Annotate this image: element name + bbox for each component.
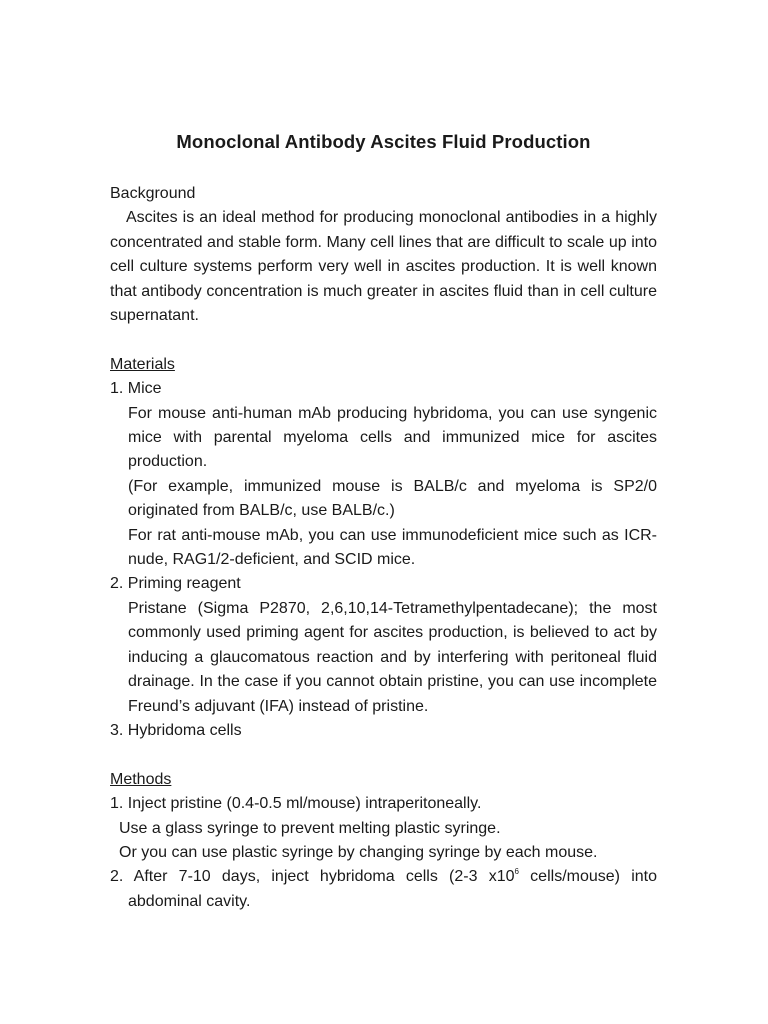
document-page (110, 128, 657, 914)
methods-step-1-note-2: Or you can use plastic syringe by changing syringe by each mouse. (119, 843, 598, 861)
methods-step-2-exponent: 6 (514, 867, 519, 877)
materials-item-mice-label: 1. Mice (110, 380, 162, 398)
methods-step-2 (110, 865, 657, 914)
materials-item-priming-text: Pristane (Sigma P2870, 2,6,10,14-Tetramethylpentadecane); the most commonly used priming agent for ascites production, is believed to act by inducing a glaucomatous reaction and by interfering with peritoneal fluid drainage. In the case if you cannot obtain pristine, you can use incomplete Freund’s adjuvant (IFA) instead of pristine. (128, 599, 657, 715)
materials-item-mice-text-2: (For example, immunized mouse is BALB/c and myeloma is SP2/0 originated from BALB/c, use BALB/c.) (128, 477, 657, 520)
materials-item-mice-text-3: For rat anti-mouse mAb, you can use immunodeficient mice such as ICR-nude, RAG1/2-deficient, and SCID mice. (128, 526, 657, 569)
methods-step-2-text-pre: 2. After 7-10 days, inject hybridoma cells (2-3 x10 (110, 868, 515, 886)
background-text: Ascites is an ideal method for producing monoclonal antibodies in a highly concentrated and stable form. Many cell lines that are difficult to scale up into cell culture systems perform very well in ascites production. It is well known that antibody concentration is much greater in ascites fluid than in cell culture supernatant. (110, 209, 657, 325)
materials-item-hybridoma-label: 3. Hybridoma cells (110, 721, 242, 739)
methods-step-1: 1. Inject pristine (0.4-0.5 ml/mouse) intraperitoneally. (110, 795, 482, 813)
background-heading: Background (110, 185, 196, 202)
methods-step-2-text-post: cells/mouse) into abdominal cavity. (128, 868, 657, 910)
spacer (110, 743, 657, 767)
materials-item-mice-text-1: For mouse anti-human mAb producing hybridoma, you can use syngenic mice with parental myeloma cells and immunized mice for ascites production. (128, 404, 657, 471)
methods-heading: Methods (110, 770, 172, 788)
spacer (110, 328, 657, 352)
methods-step-1-note-1: Use a glass syringe to prevent melting plastic syringe. (119, 819, 501, 837)
materials-heading: Materials (110, 355, 175, 373)
document-title: Monoclonal Antibody Ascites Fluid Production (176, 131, 591, 152)
materials-item-priming-label: 2. Priming reagent (110, 575, 241, 593)
